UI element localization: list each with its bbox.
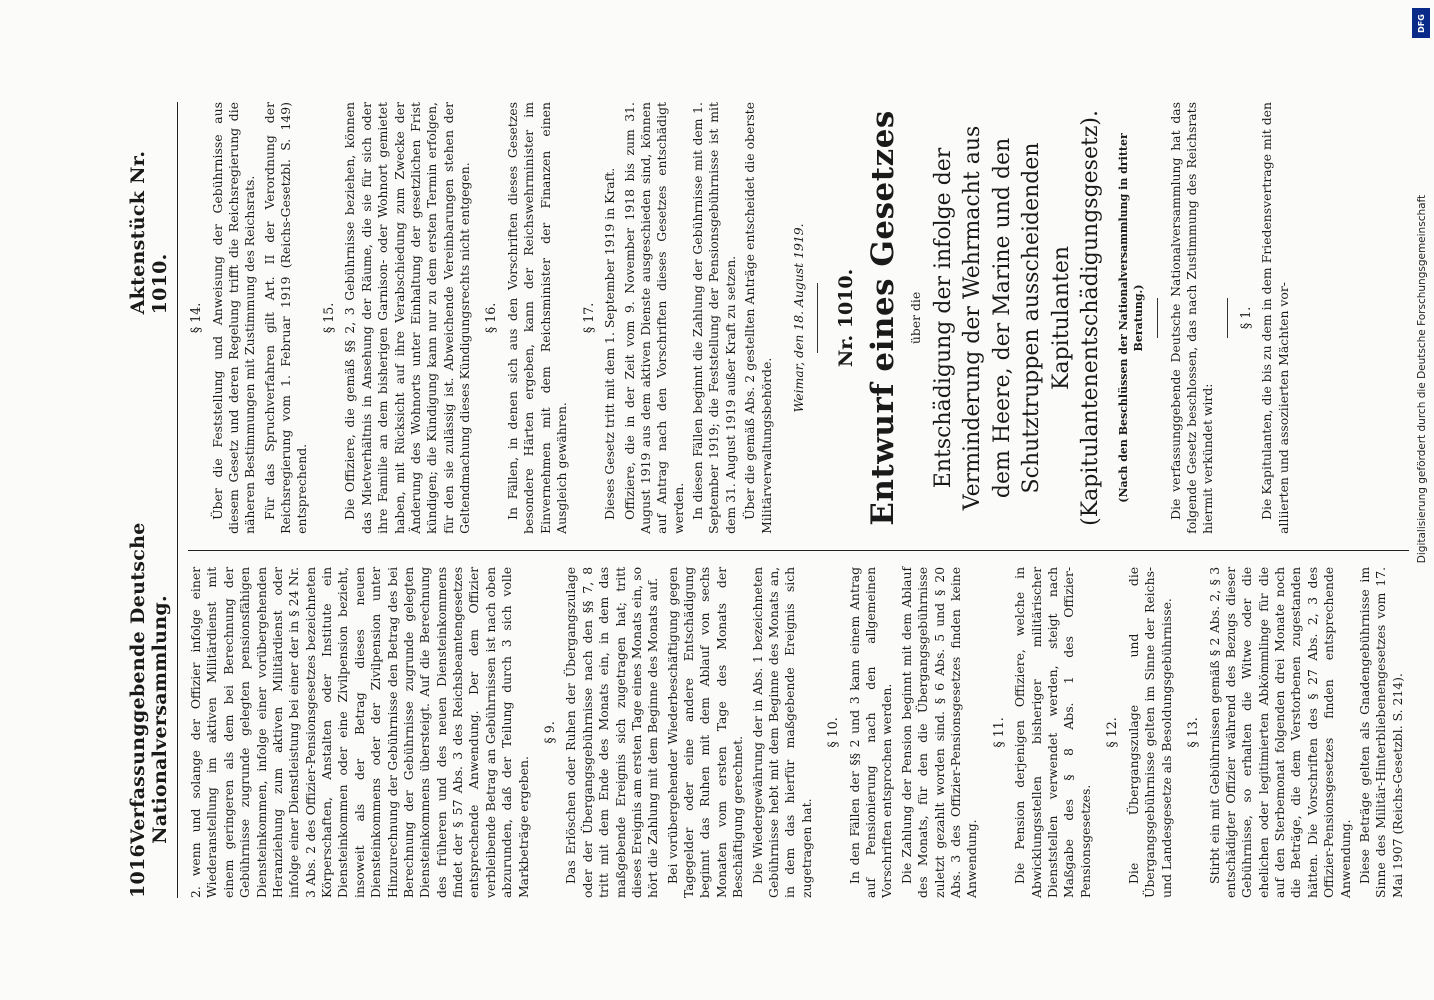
dfg-logo-text: DFG [1416,13,1426,33]
item-2-text: 2. wenn und solange der Offizier infolge einer Wiederanstellung im aktiven Militärdienst mit einem geringeren als dem bei Berechnung der Gebührnisse zugrunde gelegten pensionsfähigen Diensteinkommen, infolge einer vorübergehenden Heranziehung zum aktiven Militärdienst oder infolge einer Dienstleistung bei einer der in § 24 Nr. 3 Abs. 2 des Offizier-Pensionsgesetzes bezeichneten Körperschaften, Anstalten oder Institute ein Diensteinkommen oder eine Zivilpension bezieht, insoweit als der Betrag dieses neuen Diensteinkommens oder der Zivilpension unter Hinzurechnung der Gebührnisse den Betrag des bei Berechnung der Gebührnisse zugrunde gelegten Diensteinkommens übersteigt. Auf die Berechnung des früheren und des neuen Diensteinkommens findet der § 57 Abs. 3 des Reichsbeamtengesetzes entsprechende Anwendung. Der dem Offizier verbleibende Betrag an Gebührnissen ist nach oben abzurunden, daß der Teilung durch 3 sich volle Markbeträge ergeben. [188,566,531,898]
ueber-die: über die [908,291,924,345]
section-9-paragraph-1: Das Erlöschen oder Ruhen der Übergangszulage oder der Übergangsgebührnisse nach den §§ 7, 8 tritt mit dem Ende des Monats ein, in dem das maßgebende Ereignis sich zugetragen hat; tritt dieses Ereignis am ersten Tage eines Monats ein, so hört die Zahlung mit dem Beginne des Monats auf. [563,566,661,898]
section-1-title: § 1. [1237,306,1253,330]
text-columns [188,102,1405,898]
section-13-paragraph-2: Diese Beträge gelten als Gnadengebührnisse im Sinne des Militär-Hinterbliebenengesetzes vom 17. Mai 1907 (Reichs-Gesetzbl. S. 214). [1356,566,1405,898]
enactment-clause: Die verfassunggebende Deutsche Nationalversammlung hat das folgende Gesetz beschlossen, das nach Zustimmung des Reichsrats hiermit verkündet wird: [1167,102,1216,534]
section-16-title: § 16. [483,302,499,334]
section-17-title: § 17. [580,302,596,334]
divider-rule-short-2 [1227,298,1228,338]
dfg-logo [1412,8,1430,38]
section-17-paragraph-4: Über die gemäß Abs. 2 gestellten Anträge entscheidet die oberste Militärverwaltungsbehörde. [742,102,774,534]
section-10-paragraph-1: In den Fällen der §§ 2 und 3 kann einem Antrag auf Pensionierung nach den allgemeinen Vorschriften entsprochen werden. [846,566,895,898]
page-header [127,102,178,898]
section-9-paragraph-3: Die Wiedergewährung der in Abs. 1 bezeichneten Gebührnisse hebt mit dem Beginne des Monats an, in dem das hierfür maßgebende Ereignis sich zugetragen hat. [749,566,814,898]
draft-title: Entwurf eines Gesetzes [865,110,902,526]
section-1-paragraph-1: Die Kapitulanten, die bis zu dem in dem Friedensvertrage mit den alliierten und assoziierten Mächten vor- [1259,102,1291,534]
section-14-title: § 14. [188,302,203,334]
section-12-paragraph-1: Die Übergangszulage und die Übergangsgebührnisse gelten im Sinne der Reichs- und Landesgesetze als Besoldungsgebührnisse. [1125,566,1174,898]
section-13-title: § 13. [1184,717,1200,748]
section-9-paragraph-2: Bei vorübergehender Wiederbeschäftigung gegen Tagegelder oder eine andere Entschädigung beginnt das Ruhen mit dem Ablauf von sechs Monaten vom ersten Tage des Monats der Beschäftigung gerechnet. [664,566,746,898]
section-17-paragraph-3: In diesen Fällen beginnt die Zahlung der Gebührnisse mit dem 1. September 1919; die Feststellung der Pensionsgebührnisse ist mit dem 31. August 1919 außer Kraft zu setzen. [690,102,738,534]
section-17-paragraph-1: Dieses Gesetz tritt mit dem 1. September 1919 in Kraft. [602,167,618,520]
right-column [188,102,1409,550]
page-number: 1016 [127,843,149,898]
section-12-title: § 12. [1104,717,1120,748]
section-10-paragraph-2: Die Zahlung der Pension beginnt mit dem Ablauf des Monats, für den die Übergangsgebührnisse zuletzt gezahlt worden sind. § 6 Abs. 5 und § 20 Abs. 3 des Offizier-Pensionsgesetzes finden keine Anwendung. [898,566,980,898]
section-10-title: § 10. [825,717,841,748]
section-11-paragraph-1: Die Pension derjenigen Offiziere, welche in Abwicklungsstellen bisheriger militärischer Dienststellen verwendet werden, steigt nach Maßgabe des § 8 Abs. 1 des Offizier-Pensionsgesetzes. [1012,566,1093,898]
section-15-paragraph-1: Die Offiziere, die gemäß §§ 2, 3 Gebührnisse beziehen, können das Mietverhältnis in Ansehung der Räume, die sie für sich oder ihre Familie an dem bisherigen Garnison- oder Wohnort gemietet haben, mit Rücksicht auf ihre Verabschiedung zum Zwecke der Änderung des Wohnorts unter Einhaltung der gesetzlichen Frist kündigen; die Kündigung kann nur zu dem ersten Termin erfolgen, für den sie zulässig ist. Abweichende Vereinbarungen stehen der Geltendmachung dieses Kündigungsrechts nicht entgegen. [342,102,473,534]
section-14-paragraph-2: Für das Spruchverfahren gilt Art. II der Verordnung der Reichsregierung vom 1. Februar 1919 (Reichs-Gesetzbl. S. 149) entsprechend. [261,102,310,534]
law-title: Entschädigung der infolge der Verminderung der Wehrmacht aus dem Heere, der Marine und den Schutztruppen ausscheidenden Kapitulanten (Kapitulantenentschädigungsgesetz). [930,110,1104,526]
signature-line: Weimar, den 18. August 1919. [790,223,806,413]
digitization-credit: Digitalisierung gefördert durch die Deutsche Forschungsgemeinschaft [1416,194,1428,564]
running-title: Verfassunggebende Deutsche Nationalversammlung. [127,522,171,844]
left-column [188,550,1409,898]
section-16-paragraph-1: In Fällen, in denen sich aus den Vorschriften dieses Gesetzes besondere Härten ergeben, kann der Reichswehrminister im Einvernehmen mit dem Reichsminister der Finanzen einen Ausgleich gewähren. [505,102,570,534]
section-13-paragraph-1: Stirbt ein mit Gebührnissen gemäß § 2 Abs. 2, § 3 entschädigter Offizier während des Bezugs dieser Gebührnisse, so erhalten die Witwe oder die ehelichen oder legitimierten Abkömmlinge für die auf den Sterbemonat folgenden drei Monate noch die Beträge, die dem Verstorbenen zugestanden hätten. Die Vorschriften des § 27 Abs. 2, 3 des Offizier-Pensionsgesetzes finden entsprechende Anwendung. [1206,566,1353,898]
digitization-sidebar [1411,8,1433,708]
divider-rule-short [1157,298,1158,338]
rotated-page [67,40,1405,960]
section-9-title: § 9. [541,721,557,744]
document-number: Nr. 1010. [835,268,858,368]
document-reference: Aktenstück Nr. 1010. [127,150,171,315]
section-11-title: § 11. [990,717,1006,748]
section-17-paragraph-2: Offiziere, die in der Zeit vom 9. November 1918 bis zum 31. August 1919 aus dem aktiven Dienste ausgeschieden sind, können auf Antrag nach den Vorschriften dieses Gesetzes entschädigt werden. [621,102,686,534]
divider-rule [817,283,818,353]
section-14-paragraph-1: Über die Feststellung und Anweisung der Gebührnisse aus diesem Gesetz und deren Regelung trifft die Reichsregierung die näheren Bestimmungen mit Zustimmung des Reichsrats. [209,102,258,534]
reading-note: (Nach den Beschlüssen der Nationalversammlung in dritter Beratung.) [1117,133,1145,503]
section-15-title: § 15. [320,302,336,334]
